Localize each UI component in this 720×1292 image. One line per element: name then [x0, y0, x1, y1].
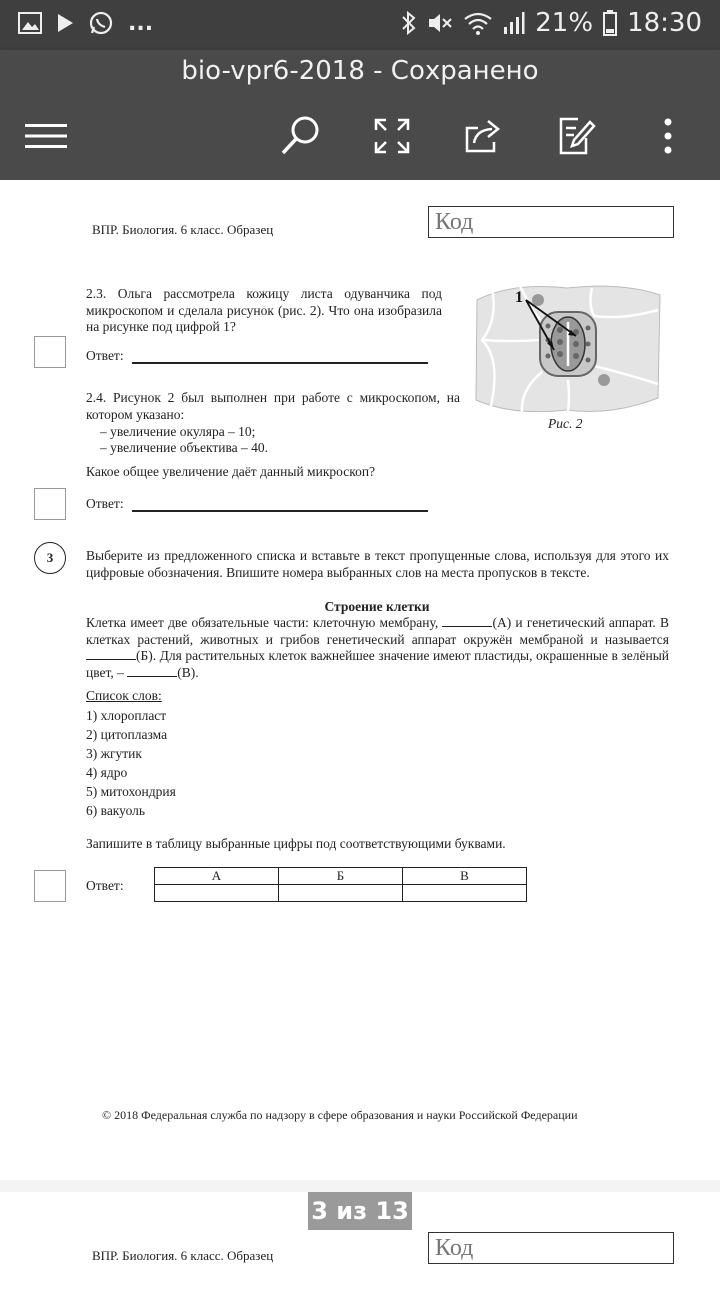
word-list-title: Список слов:: [86, 688, 162, 703]
more-notifications: ...: [128, 10, 154, 36]
status-bar: [0, 0, 720, 50]
word-list: [86, 706, 176, 820]
answer-table: [154, 867, 527, 902]
answer-cell-c[interactable]: [403, 885, 527, 902]
fullscreen-button[interactable]: [362, 110, 422, 162]
blank-c: [127, 676, 177, 677]
search-button[interactable]: [270, 110, 330, 162]
whatsapp-icon: [88, 10, 114, 36]
question-2-3: 2.3. Ольга рассмотрела кожицу листа одуванчика под микроскопом и сделала рисунок (рис. 2). Что она изобразила на рисунке под цифрой 1?: [86, 286, 442, 334]
task-3-text-part-1: Клетка имеет две обязательные части: клеточную мембрану,: [86, 615, 439, 630]
page-header: ВПР. Биология. 6 класс. Образец: [92, 1248, 274, 1263]
answer-cell-a[interactable]: [155, 885, 279, 902]
score-box-3: [34, 870, 66, 902]
question-2-4-question: Какое общее увеличение даёт данный микроскоп?: [86, 464, 376, 479]
play-icon: [56, 12, 74, 34]
task-3-text: [86, 615, 669, 681]
signal-icon: [503, 11, 525, 35]
edit-icon: [556, 116, 596, 156]
table-instruction: Запишите в таблицу выбранные цифры под соответствующими буквами.: [86, 836, 506, 851]
answer-label-2-3: Ответ:: [86, 348, 124, 363]
score-box-2-3: [34, 336, 66, 368]
question-2-4-intro: 2.4. Рисунок 2 был выполнен при работе с микроскопом, на котором указано:: [86, 390, 460, 422]
answer-label-3: Ответ:: [86, 878, 124, 893]
share-icon: [464, 118, 504, 154]
battery-percent: 21%: [535, 8, 594, 38]
more-vertical-icon: [663, 118, 673, 154]
table-header-a: А: [155, 868, 279, 885]
task-3-intro: Выберите из предложенного списка и вставьте в текст пропущенные слова, используя для этого их цифровые обозначения. Впишите номера выбранных слов на места пропусков в тексте.: [86, 548, 669, 580]
copyright: © 2018 Федеральная служба по надзору в сфере образования и науки Российской Федерации: [102, 1108, 578, 1122]
code-field: Код: [428, 206, 674, 238]
clock: 18:30: [627, 8, 702, 38]
list-item: 1) хлоропласт: [86, 708, 167, 723]
answer-line-2-3: [132, 362, 428, 364]
question-2-4-item-2: – увеличение объектива – 40.: [100, 440, 269, 455]
list-item: 6) вакуоль: [86, 803, 146, 818]
microscope-figure: [472, 280, 662, 420]
gallery-icon: [18, 12, 42, 34]
blank-b: [86, 659, 136, 660]
list-item: 2) цитоплазма: [86, 727, 168, 742]
figure-label: 1: [515, 289, 523, 306]
fullscreen-icon: [374, 118, 410, 154]
task-number: 3: [34, 542, 66, 574]
more-options-button[interactable]: [638, 110, 698, 162]
task-3-text-part-b: (Б). Для растительных клеток важнейшее значение имеют пластиды, окрашенные в зелёный цвет, –: [86, 648, 669, 680]
app-bar: [0, 50, 720, 180]
share-button[interactable]: [454, 110, 514, 162]
table-header-b: Б: [279, 868, 403, 885]
page-header: ВПР. Биология. 6 класс. Образец: [92, 222, 274, 237]
bluetooth-icon: [401, 10, 417, 36]
search-icon: [278, 114, 322, 158]
document-title: bio-vpr6-2018 - Сохранено: [181, 56, 539, 86]
answer-line-2-4: [132, 510, 428, 512]
list-item: 5) митохондрия: [86, 784, 176, 799]
page-indicator: 3 из 13: [308, 1192, 412, 1230]
task-3-title: Строение клетки: [324, 599, 430, 614]
battery-icon: [603, 10, 617, 36]
answer-label-2-4: Ответ:: [86, 496, 124, 511]
wifi-icon: [463, 11, 493, 35]
mute-icon: [427, 11, 453, 35]
list-item: 3) жгутик: [86, 746, 142, 761]
task-3-text-part-c: (В).: [177, 664, 199, 680]
score-box-2-4: [34, 488, 66, 520]
menu-button[interactable]: [16, 110, 76, 162]
figure-caption: Рис. 2: [548, 416, 583, 431]
document-page: [0, 180, 720, 1180]
answer-cell-b[interactable]: [279, 885, 403, 902]
code-field: Код: [428, 1232, 674, 1264]
question-2-4-item-1: – увеличение окуляра – 10;: [100, 424, 256, 439]
blank-a: [442, 626, 492, 627]
table-header-c: В: [403, 868, 527, 885]
list-item: 4) ядро: [86, 765, 128, 780]
task-3-text-part-a: (А) и генетический аппарат. В клетках растений, животных и грибов генетический аппарат окружён мембраной и называется: [86, 615, 670, 647]
edit-button[interactable]: [546, 110, 606, 162]
menu-icon: [25, 123, 67, 149]
